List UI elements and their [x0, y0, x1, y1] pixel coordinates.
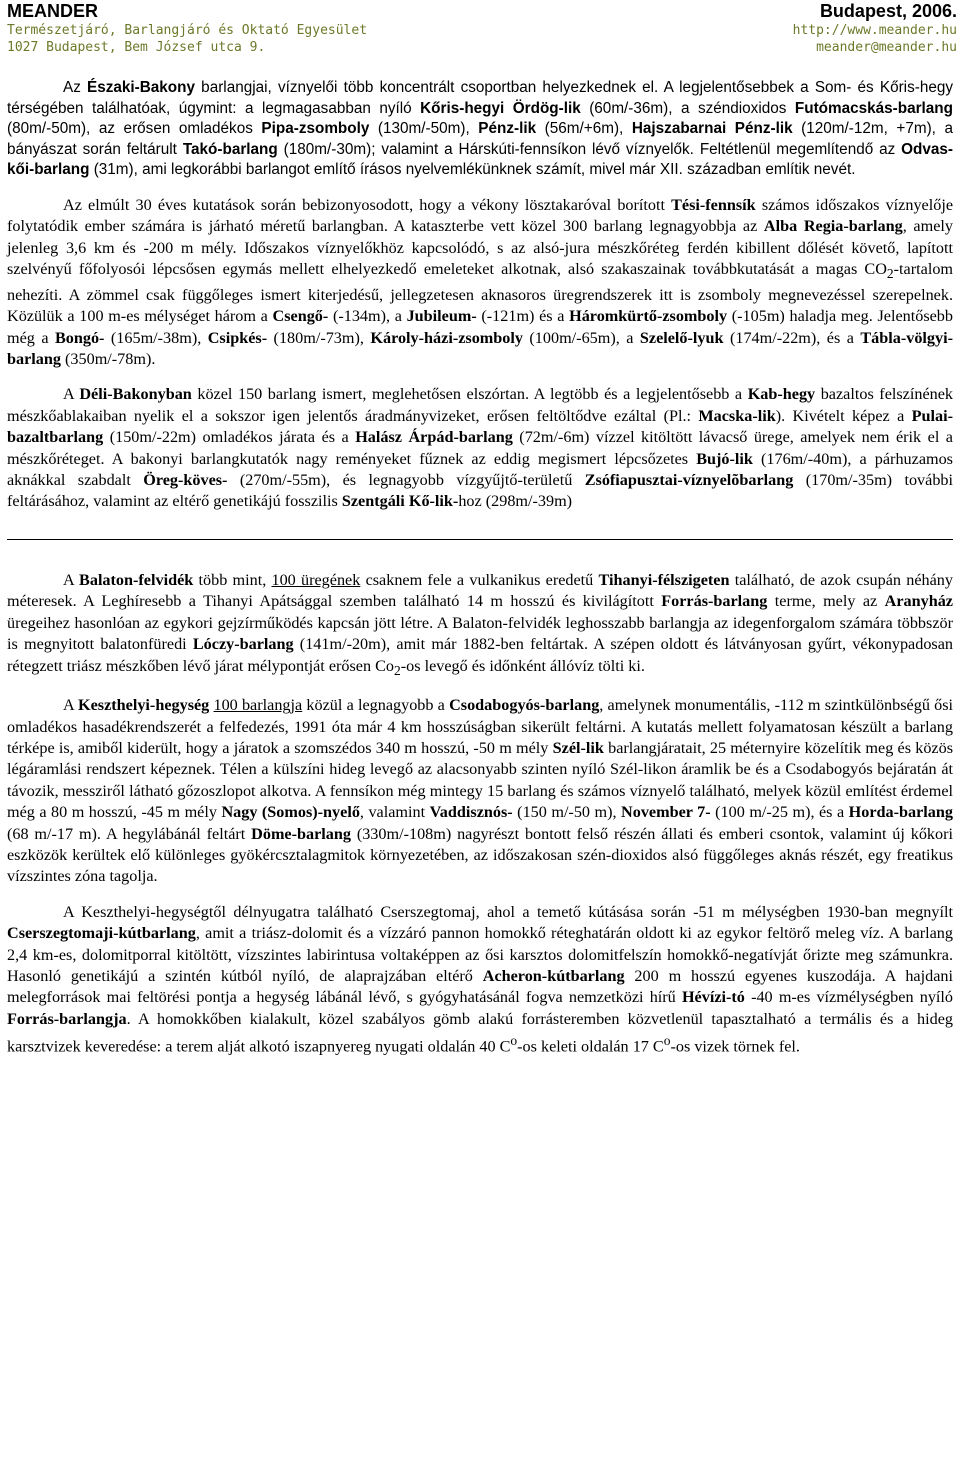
- org-address: 1027 Budapest, Bem József utca 9.: [7, 40, 266, 55]
- paragraph-eszaki-bakony: Az Északi-Bakony barlangjai, víznyelői több koncentrált csoportban helyezkednek el. A legjelentősebbek a Som- és Kőris-hegy térségében találhatóak, úgymint: a legmagasabban nyíló Kőris-hegyi Ördög-lik (60m/-36m), a széndioxidos Futómacskás-barlang (80m/-50m), az erősen omladékos Pipa-zsomboly (130m/-50m), Pénz-lik (56m/+6m), Hajszabarnai Pénz-lik (120m/-12m, +7m), a bányászat során feltárult Takó-barlang (180m/-30m); valamint a Hárskúti-fennsíkon lévő víznyelők. Feltétlenül megemlítendő az Odvas-kői-barlang (31m), ami legkorábbi barlangot említő írásos nyelvemlékünknek számít, mivel már XII. században említik nevét.: [7, 79, 953, 179]
- paragraph-keszthelyi-hegyseg: A Keszthelyi-hegység 100 barlangja közül a legnagyobb a Csodabogyós-barlang, amelynek monumentális, -112 m szintkülönbségű ősi omladékos hasadékrendszerét a felfedezés, 1991 óta már 4 km hosszúságban sikerült feltárni. A kutatás mellett folyamatosan készült a barlang térképe is, amiből kiderült, hogy a járatok a szomszédos 340 m hosszú, -50 m mély Szél-lik barlangjáratait, 25 méternyire közelítik meg és közös légáramlási rendszert képeznek. Télen a külszíni hideg levegő az alacsonyabb szinten nyíló Szél-likon áramlik be és a Csodabogyós bejáratán át távozik, messziről látható gőzoszlopot alkotva. A fennsíkon még mintegy 15 barlang és számos víznyelő található, melyek közül említést érdemel még a 80 m hosszú, -45 m mély Nagy (Somos)-nyelő, valamint Vaddisznós- (150 m/-50 m), November 7- (100 m/-25 m), és a Horda-barlang (68 m/-17 m). A hegylábánál feltárt Döme-barlang (330m/-108m) nagyrészt bontott felső részén állati és emberi csontok, valamint új kőkori eszközök kerültek elő különleges gyökércsztalagmitok környezetében, az időszakosan szén-dioxidos alsó függőleges aknás részét, egy freatikus vízszintes zóna tagolja.: [7, 696, 954, 886]
- paragraph-balaton-felvidek: A Balaton-felvidék több mint, 100 üregének csaknem fele a vulkanikus eredetű Tihanyi-félszigeten található, de azok csupán néhány méteresek. A Leghíresebb a Tihanyi Apátsággal szemben található 14 m hosszú és kivilágított Forrás-barlang terme, mely az Aranyház üregeihez hasonlóan az egykori gejzírműködés kapcsán jött létre. A Balaton-felvidék leghosszabb barlangja az idegenforgalom számára többször is megnyitott balatonfüredi Lóczy-barlang (141m/-20m), amit már 1882-ben feltártak. A szépen oldott és látványosan gyűrt, vékonypadosan rétegzett triász mészkőben lévő járat mélypontját erősen $Co_2-os$ levegő és időnként állóvíz tölti ki.: [7, 570, 953, 678]
- paragraph-tesi-fennsik: Az elmúlt 30 éves kutatások során bebizonyosodott, hogy a vékony lösztakaróval borított Tési-fennsík számos időszakos víznyelője folytatódik ember számára is járható méretű barlangban. A kataszterbe vett közel 300 barlang legnagyobbja az Alba Regia-barlang, amely jelenleg 3,6 km és -200 m mély. Időszakos víznyelőkhöz kapcsolódó, s az alsó-jura mészkőréteg ferdén kibillent dőlését követő, lapított szelvényű főfolyosói lépcsősen egymás mellett elhelyezkedő emeleteket alkotnak, alsó szakaszainak továbbkutatását a magas $CO_2$-tartalom nehezíti. A zömmel csak függőleges ismert kiterjedésű, jellegzetesen aknasoros üregrendszerek itt is zsomboly megnevezéssel szerepelnek. Közülük a 100 m-es mélységet három a Csengő- (-134m), a Jubileum- (-121m) és a Háromkürtő-zsomboly (-105m) haladja meg. Jelentősebb még a Bongó- (165m/-38m), Csipkés- (180m/-73m), Károly-házi-zsomboly (100m/-65m), a Szelelő-lyuk (174m/-22m), és a Tábla-völgyi-barlang (350m/-78m).: [7, 195, 954, 369]
- paragraph-cserszegtomaj-heviz: A Keszthelyi-hegységtől délnyugatra található Cserszegtomaj, ahol a temető kútásása során -51 m mélységben 1930-ban megnyílt Cserszegtomaji-kútbarlang, amit a triász-dolomit és a vízzáró pannon homokkő réteghatárán oldott ki az egykor feltörő meleg víz. A barlang 2,4 km-es, dolomitporral kitöltött, vízszintes labirintusa voltaképpen az ősi karsztos dolomitfelszín homokkő-negatívját őrizte meg számunkra. Hasonló genetikájú a szintén kútból nyíló, de alaprajzában eltérő Acheron-kútbarlang 200 m hosszú egyenes kuszodája. A hajdani melegforrások mai feltörési pontja a hegység lábánál lévő, s gyógyhatásánál fogva nemzetközi hírű Hévízi-tó -40 m-es vízmélységben nyíló Forrás-barlangja. A homokkőben kialakult, közel szabályos gömb alakú forrásteremben közvetlenül tapasztalható a termális és a hideg karsztvizek keveredése: a terem alját alkotó iszapnyereg nyugati oldalán 40 $C^o-os$ keleti oldalán 17 $C^o-os$ vizek törnek fel.: [7, 902, 954, 1056]
- paragraph-deli-bakony: A Déli-Bakonyban közel 150 barlang ismert, meglehetősen elszórtan. A legtöbb és a legjelentősebb a Kab-hegy bazaltos felszínének mészkőablakaiban nyelik el a sokszor igen jelentős áradmányvizeket, erősen feltöltődve ezáltal (Pl.: Macska-lik). Kivételt képez a Pulai-bazaltbarlang (150m/-22m) omladékos járata és a Halász Árpád-barlang (72m/-6m) vízzel kitöltött lávacső ürege, amelyek nem érik el a mészkőréteget. A bakonyi barlangkutatók nagy reményeket fűznek az eddig megismert lépcsőzetes Bujó-lik (176m/-40m), a párhuzamos aknákkal szabdalt Öreg-köves- (270m/-55m), és legnagyobb vízgyűjtő-területű Zsófiapusztai-víznyelõbarlang (170m/-35m) további feltárásához, valamint az eltérő genetikájú fosszilis Szentgáli Kő-lik-hoz (298m/-39m): [7, 385, 954, 511]
- section-divider: [7, 539, 953, 540]
- page-header: [7, 0, 957, 58]
- email-link[interactable]: meander@meander.hu: [816, 40, 957, 55]
- website-link[interactable]: http://www.meander.hu: [792, 23, 957, 38]
- org-name: MEANDER: [7, 1, 99, 21]
- org-subtitle: Természetjáró, Barlangjáró és Oktató Egyesület: [7, 23, 368, 38]
- city-year: Budapest, 2006.: [819, 1, 957, 21]
- document-body: [7, 78, 953, 1058]
